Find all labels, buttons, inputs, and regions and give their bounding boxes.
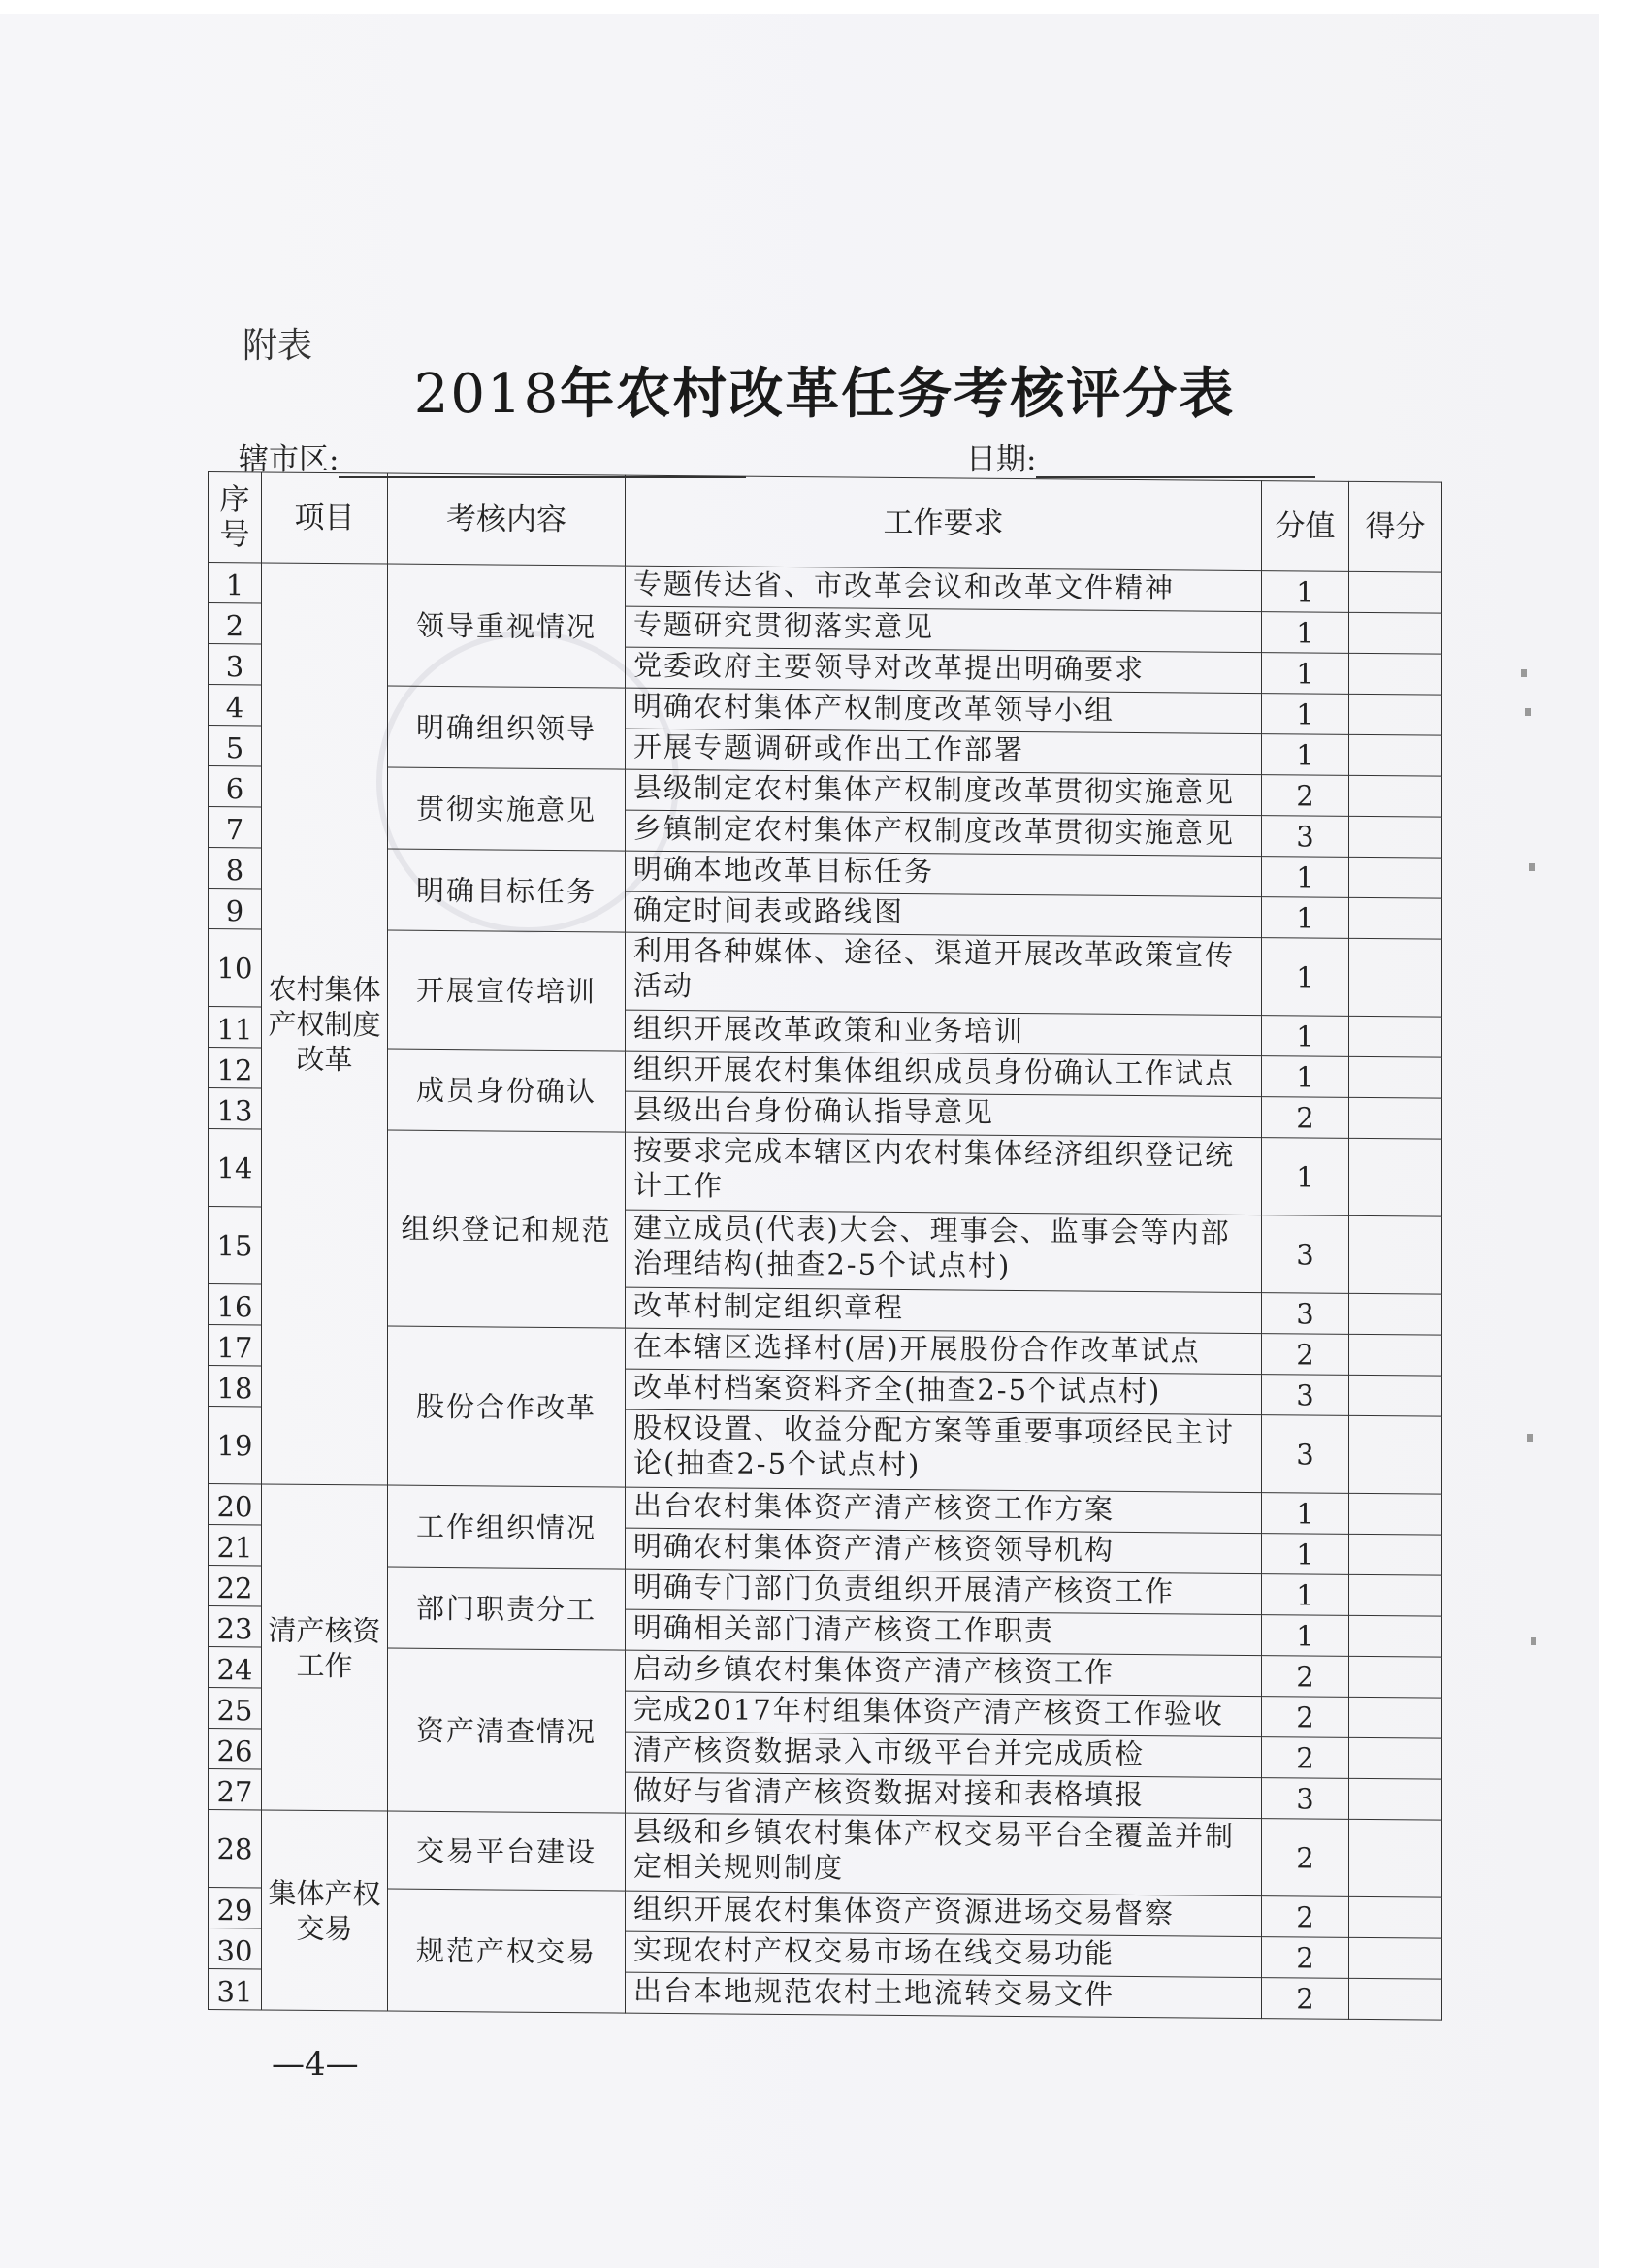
requirement-cell: 按要求完成本辖区内农村集体经济组织登记统计工作: [626, 1132, 1262, 1215]
requirement-cell: 出台本地规范农村土地流转交易文件: [626, 1972, 1262, 2018]
points-cell: 1: [1262, 734, 1349, 776]
points-cell: 1: [1262, 897, 1349, 939]
score-cell: [1349, 694, 1442, 735]
page-title: [0, 351, 1649, 429]
date-label: 日期:: [966, 442, 1037, 477]
row-number: 23: [209, 1606, 262, 1647]
points-cell: 1: [1262, 1534, 1349, 1575]
header-content: 考核内容: [388, 473, 626, 566]
score-cell: [1349, 1697, 1442, 1738]
row-number: 12: [209, 1048, 262, 1088]
requirement-cell: 专题研究贯彻落实意见: [626, 606, 1262, 652]
points-cell: 3: [1262, 1415, 1349, 1494]
row-number: 25: [209, 1688, 262, 1729]
row-number: 20: [209, 1484, 262, 1525]
scan-right-edge: [1599, 0, 1649, 2268]
score-cell: [1349, 653, 1442, 695]
requirement-cell: 开展专题调研或作出工作部署: [626, 729, 1262, 774]
district-label: 辖市区:: [239, 442, 340, 477]
project-cell: 清产核资工作: [262, 1484, 388, 1811]
header-requirement: 工作要求: [626, 475, 1262, 570]
row-number: 7: [209, 807, 262, 848]
requirement-cell: 组织开展农村集体资产资源进场交易督察: [626, 1891, 1262, 1936]
content-cell: 开展宣传培训: [388, 930, 626, 1051]
content-cell: 成员身份确认: [388, 1049, 626, 1132]
points-cell: 1: [1262, 694, 1349, 735]
requirement-cell: 县级和乡镇农村集体产权交易平台全覆盖并制定相关规则制度: [626, 1813, 1262, 1895]
requirement-cell: 明确农村集体资产清产核资领导机构: [626, 1528, 1262, 1573]
requirement-cell: 组织开展农村集体组织成员身份确认工作试点: [626, 1051, 1262, 1096]
content-cell: 资产清查情况: [388, 1648, 626, 1813]
table-row: [209, 929, 1442, 1018]
requirement-cell: 明确本地改革目标任务: [626, 851, 1262, 896]
row-number: 31: [209, 1969, 262, 2010]
score-cell: [1349, 1574, 1442, 1616]
date-blank: [1036, 447, 1315, 478]
points-cell: 1: [1262, 938, 1349, 1017]
content-cell: 贯彻实施意见: [388, 767, 626, 851]
scan-speck: [1527, 1434, 1533, 1442]
score-cell: [1349, 1293, 1442, 1335]
score-cell: [1349, 1215, 1442, 1294]
row-number: 14: [209, 1129, 262, 1207]
content-cell: 工作组织情况: [388, 1485, 626, 1569]
date-line: [966, 435, 1315, 478]
row-number: 15: [209, 1207, 262, 1284]
points-cell: 1: [1262, 1574, 1349, 1616]
requirement-cell: 县级出台身份确认指导意见: [626, 1091, 1262, 1137]
score-cell: [1349, 1016, 1442, 1057]
points-cell: 3: [1262, 1293, 1349, 1335]
score-table: [208, 471, 1442, 2021]
content-cell: 组织登记和规范: [388, 1130, 626, 1328]
page-number: —4—: [272, 2045, 359, 2084]
points-cell: 2: [1262, 1737, 1349, 1779]
content-cell: 交易平台建设: [388, 1811, 626, 1891]
score-cell: [1349, 1493, 1442, 1535]
score-cell: [1349, 1097, 1442, 1139]
requirement-cell: 明确相关部门清产核资工作职责: [626, 1609, 1262, 1655]
requirement-cell: 实现农村产权交易市场在线交易功能: [626, 1931, 1262, 1977]
requirement-cell: 组织开展改革政策和业务培训: [626, 1010, 1262, 1055]
row-number: 28: [209, 1810, 262, 1888]
score-cell: [1349, 1937, 1442, 1979]
content-cell: 领导重视情况: [388, 564, 626, 688]
requirement-cell: 明确专门部门负责组织开展清产核资工作: [626, 1569, 1262, 1614]
score-cell: [1349, 1656, 1442, 1698]
header-project: 项目: [262, 472, 388, 564]
project-cell: 农村集体产权制度改革: [262, 563, 388, 1485]
content-cell: 规范产权交易: [388, 1889, 626, 2013]
requirement-cell: 专题传达省、市改革会议和改革文件精神: [626, 566, 1262, 611]
requirement-cell: 确定时间表或路线图: [626, 891, 1262, 937]
score-cell: [1349, 1334, 1442, 1376]
project-cell: 集体产权交易: [262, 1810, 388, 2011]
table-header-row: [209, 472, 1442, 573]
row-number: 2: [209, 603, 262, 644]
points-cell: 1: [1262, 1056, 1349, 1098]
score-cell: [1349, 1375, 1442, 1416]
requirement-cell: 党委政府主要领导对改革提出明确要求: [626, 647, 1262, 693]
content-cell: 明确目标任务: [388, 849, 626, 932]
content-cell: 部门职责分工: [388, 1567, 626, 1650]
points-cell: 3: [1262, 1778, 1349, 1820]
header-score: 得分: [1349, 481, 1442, 572]
score-cell: [1349, 612, 1442, 654]
requirement-cell: 乡镇制定农村集体产权制度改革贯彻实施意见: [626, 810, 1262, 856]
score-cell: [1349, 775, 1442, 817]
requirement-cell: 启动乡镇农村集体资产清产核资工作: [626, 1650, 1262, 1696]
score-cell: [1349, 1978, 1442, 2020]
points-cell: 1: [1262, 1138, 1349, 1216]
requirement-cell: 建立成员(代表)大会、理事会、监事会等内部治理结构(抽查2-5个试点村): [626, 1210, 1262, 1292]
score-cell: [1349, 938, 1442, 1017]
score-cell: [1349, 1138, 1442, 1216]
score-cell: [1349, 1778, 1442, 1820]
points-cell: 3: [1262, 816, 1349, 858]
requirement-cell: 改革村档案资料齐全(抽查2-5个试点村): [626, 1369, 1262, 1414]
points-cell: 1: [1262, 653, 1349, 695]
row-number: 26: [209, 1729, 262, 1769]
requirement-cell: 在本辖区选择村(居)开展股份合作改革试点: [626, 1328, 1262, 1374]
row-number: 16: [209, 1284, 262, 1325]
requirement-cell: 县级制定农村集体产权制度改革贯彻实施意见: [626, 769, 1262, 815]
header-seq: 序号: [209, 472, 262, 563]
row-number: 13: [209, 1088, 262, 1129]
score-cell: [1349, 816, 1442, 858]
row-number: 6: [209, 766, 262, 807]
requirement-cell: 股权设置、收益分配方案等重要事项经民主讨论(抽查2-5个试点村): [626, 1409, 1262, 1492]
scan-speck: [1529, 863, 1535, 871]
table-row: [209, 1810, 1442, 1898]
row-number: 29: [209, 1888, 262, 1928]
requirement-cell: 改革村制定组织章程: [626, 1287, 1262, 1333]
row-number: 4: [209, 685, 262, 726]
appendix-label: 附表: [242, 326, 313, 366]
points-cell: 3: [1262, 1375, 1349, 1416]
points-cell: 2: [1262, 1978, 1349, 2020]
scan-speck: [1521, 669, 1527, 677]
requirement-cell: 完成2017年村组集体资产清产核资工作验收: [626, 1691, 1262, 1736]
row-number: 5: [209, 726, 262, 766]
points-cell: 2: [1262, 1937, 1349, 1979]
score-cell: [1349, 1534, 1442, 1575]
content-cell: 股份合作改革: [388, 1326, 626, 1487]
points-cell: 1: [1262, 1493, 1349, 1535]
score-cell: [1349, 1819, 1442, 1897]
points-cell: 2: [1262, 1697, 1349, 1738]
row-number: 17: [209, 1325, 262, 1366]
points-cell: 1: [1262, 857, 1349, 898]
points-cell: 2: [1262, 1097, 1349, 1139]
points-cell: 2: [1262, 1819, 1349, 1897]
points-cell: 2: [1262, 1896, 1349, 1938]
score-cell: [1349, 1415, 1442, 1494]
score-cell: [1349, 734, 1442, 776]
score-cell: [1349, 897, 1442, 939]
score-cell: [1349, 571, 1442, 613]
requirement-cell: 利用各种媒体、途径、渠道开展改革政策宣传活动: [626, 932, 1262, 1015]
requirement-cell: 做好与省清产核资数据对接和表格填报: [626, 1772, 1262, 1818]
row-number: 22: [209, 1566, 262, 1606]
row-number: 3: [209, 644, 262, 685]
row-number: 1: [209, 563, 262, 603]
points-cell: 1: [1262, 1016, 1349, 1057]
scan-speck: [1525, 708, 1531, 716]
row-number: 18: [209, 1366, 262, 1407]
requirement-cell: 清产核资数据录入市级平台并完成质检: [626, 1732, 1262, 1777]
title-text: 年农村改革任务考核评分表: [560, 362, 1236, 426]
requirement-cell: 出台农村集体资产清产核资工作方案: [626, 1487, 1262, 1533]
score-cell: [1349, 1737, 1442, 1779]
score-cell: [1349, 1896, 1442, 1938]
row-number: 9: [209, 889, 262, 929]
row-number: 10: [209, 929, 262, 1007]
table-row: [209, 1129, 1442, 1217]
row-number: 8: [209, 848, 262, 889]
score-cell: [1349, 1056, 1442, 1098]
requirement-cell: 明确农村集体产权制度改革领导小组: [626, 688, 1262, 733]
row-number: 11: [209, 1007, 262, 1048]
score-cell: [1349, 857, 1442, 898]
points-cell: 2: [1262, 1656, 1349, 1698]
scan-top-edge: [0, 0, 1599, 14]
points-cell: 2: [1262, 1334, 1349, 1376]
points-cell: 3: [1262, 1215, 1349, 1294]
points-cell: 2: [1262, 775, 1349, 817]
row-number: 24: [209, 1647, 262, 1688]
row-number: 27: [209, 1769, 262, 1810]
header-points: 分值: [1262, 481, 1349, 572]
score-cell: [1349, 1615, 1442, 1657]
row-number: 19: [209, 1407, 262, 1484]
points-cell: 1: [1262, 1615, 1349, 1657]
row-number: 21: [209, 1525, 262, 1566]
content-cell: 明确组织领导: [388, 686, 626, 769]
points-cell: 1: [1262, 612, 1349, 654]
points-cell: 1: [1262, 571, 1349, 613]
title-year: 2018: [413, 363, 561, 426]
scan-speck: [1531, 1637, 1536, 1645]
row-number: 30: [209, 1928, 262, 1969]
